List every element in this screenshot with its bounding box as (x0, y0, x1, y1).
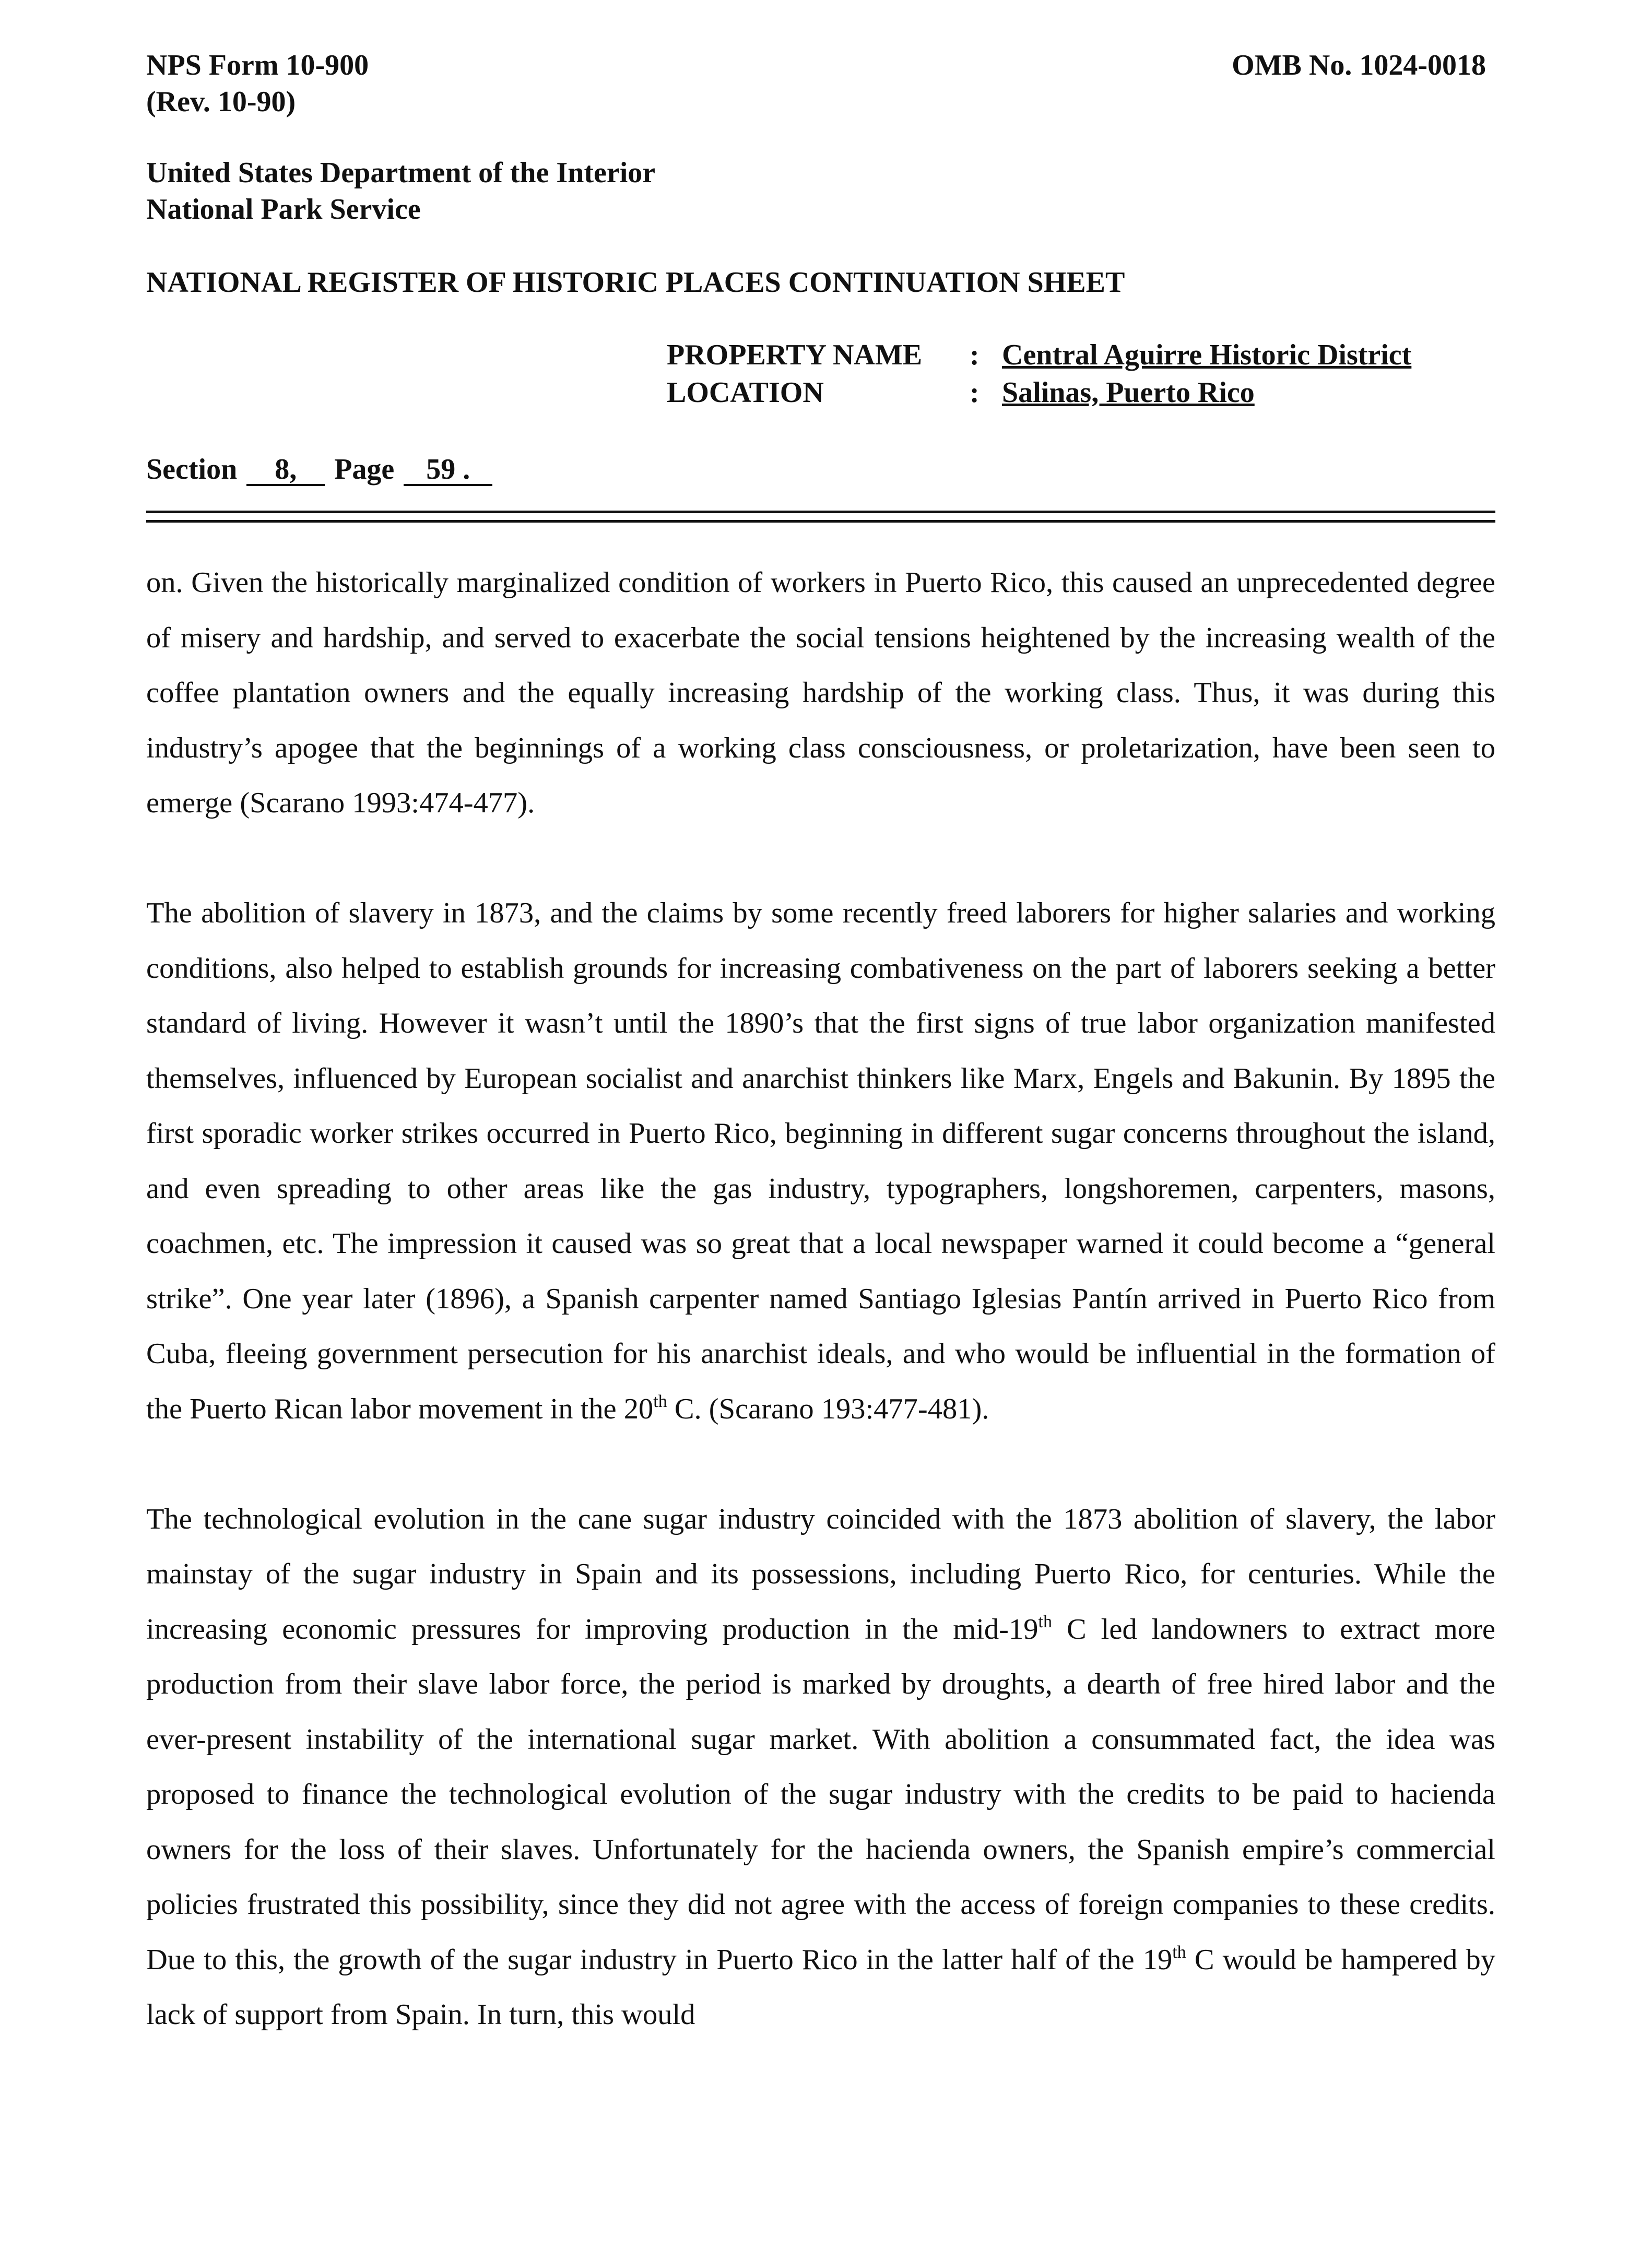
continuation-text (146, 555, 1495, 2098)
location-label: LOCATION (667, 376, 824, 409)
agency-block (146, 155, 655, 228)
paragraph-3-superscript-2: th (1172, 1942, 1186, 1962)
agency-name: National Park Service (146, 193, 421, 226)
paragraph-3-text-b: C led landowners to extract more production from their slave labor force, the period is marked by droughts, a dearth of free hired labor and the ever-present instability of the international sugar market. With abolition a consummated fact, the idea was proposed to finance the technological evolution of the sugar industry with the credits to be paid to hacienda owners for the loss of their slaves. Unfortunately for the hacienda owners, the Spanish empire’s commercial policies frustrated this possibility, since they did not agree with the access of foreign companies to these credits. Due to this, the growth of the sugar industry in Puerto Rico in the latter half of the 19 (146, 1613, 1495, 1976)
page-number-field (404, 455, 492, 486)
property-name-row (667, 336, 1411, 374)
paragraph-2-text-b: C. (Scarano 193:477-481). (667, 1392, 989, 1425)
header-divider-bottom (146, 520, 1495, 523)
property-info (667, 336, 1411, 411)
location-separator: : (970, 376, 980, 409)
page-period: . (463, 453, 470, 486)
sheet-title: NATIONAL REGISTER OF HISTORIC PLACES CONTINUATION SHEET (146, 266, 1125, 299)
section-number: 8 (275, 453, 290, 486)
section-number-field (246, 455, 325, 486)
form-number: NPS Form 10-900 (146, 49, 369, 81)
paragraph-1: on. Given the historically marginalized condition of workers in Puerto Rico, this caused an unprecedented degree of misery and hardship, and served to exacerbate the social tensions heightened by the increasing wealth of the coffee plantation owners and the equally increasing hardship of the working class. Thus, it was during this industry’s apogee that the beginnings of a working class consciousness, or proletarization, have been seen to emerge (Scarano 1993:474-477). (146, 566, 1495, 819)
property-name-value: Central Aguirre Historic District (1002, 339, 1412, 371)
paragraph-3-text-c: C would be hampered by lack of support from Spain. In turn, this would (146, 1943, 1495, 2031)
section-page-line (146, 451, 494, 488)
paragraph-3-superscript-1: th (1038, 1612, 1052, 1631)
paragraph-2-superscript: th (653, 1391, 667, 1411)
section-comma: , (289, 453, 297, 486)
location-value: Salinas, Puerto Rico (1002, 376, 1255, 409)
page-label: Page (334, 453, 395, 486)
property-name-separator: : (970, 339, 980, 371)
location-row (667, 374, 1411, 411)
department-name: United States Department of the Interior (146, 157, 656, 189)
paragraph-3-text-a: The technological evolution in the cane sugar industry coincided with the 1873 abolition of slavery, the labor mainstay of the sugar industry in Spain and its possessions, including Puerto Rico, for centuries. While the increasing economic pressures for improving production in the mid-19 (146, 1502, 1495, 1646)
section-label: Section (146, 453, 238, 486)
page-number: 59 (426, 453, 456, 486)
paragraph-2 (146, 886, 1495, 1437)
form-revision: (Rev. 10-90) (146, 86, 296, 118)
paragraph-2-text-a: The abolition of slavery in 1873, and the claims by some recently freed laborers for higher salaries and working conditions, also helped to establish grounds for increasing combativeness on the part of laborers seeking a better standard of living. However it wasn’t until the 1890’s that the first signs of true labor organization manifested themselves, influenced by European socialist and anarchist thinkers like Marx, Engels and Bakunin. By 1895 the first sporadic worker strikes occurred in Puerto Rico, beginning in different sugar concerns throughout the island, and even spreading to other areas like the gas industry, typographers, longshoremen, carpenters, masons, coachmen, etc. The impression it caused was so great that a local newspaper warned it could become a “general strike”. One year later (1896), a Spanish carpenter named Santiago Iglesias Pantín arrived in Puerto Rico from Cuba, fleeing government persecution for his anarchist ideals, and who would be influential in the formation of the Puerto Rican labor movement in the 20 (146, 897, 1495, 1425)
property-name-label: PROPERTY NAME (667, 339, 923, 371)
paragraph-3 (146, 1492, 1495, 2043)
omb-number: OMB No. 1024-0018 (1232, 49, 1486, 81)
header-divider-top (146, 511, 1495, 513)
form-identifier (146, 47, 369, 120)
